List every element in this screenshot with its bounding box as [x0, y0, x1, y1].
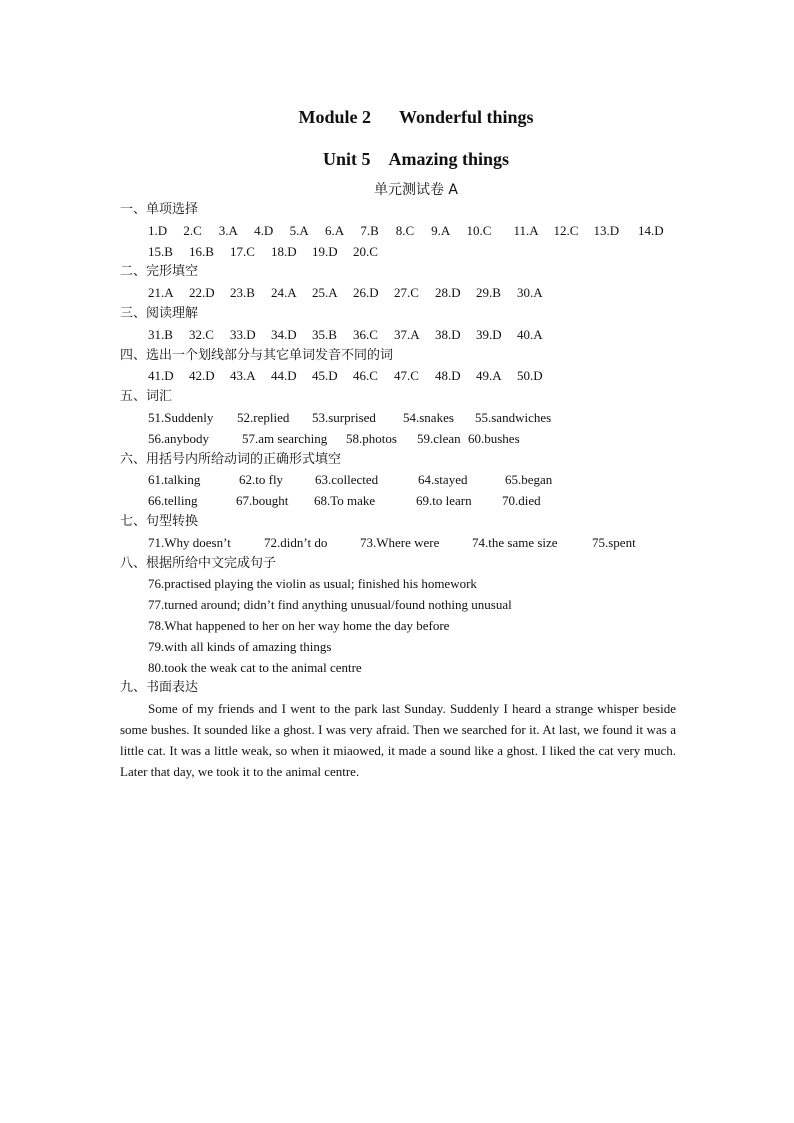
answer-item: 7.B — [360, 222, 379, 238]
answer-item: 63.collected — [315, 472, 379, 488]
section-heading-sentence-transform: 七、句型转换 — [120, 513, 199, 529]
answer-item: 19.D — [312, 243, 338, 259]
answer-item: 73.Where were — [360, 534, 440, 550]
answer-item: 56.anybody — [148, 430, 210, 446]
answer-item: 12.C — [553, 222, 579, 238]
answer-item: 57.am searching — [242, 430, 328, 446]
answer-item: 69.to learn — [416, 493, 472, 509]
answer-item: 38.D — [435, 326, 461, 342]
section-heading-writing: 九、书面表达 — [120, 680, 199, 696]
answer-item: 67.bought — [236, 493, 289, 509]
answer-item: 1.D — [148, 222, 168, 238]
answer-item: 71.Why doesn’t — [148, 534, 231, 550]
answer-item: 52.replied — [237, 409, 290, 425]
answer-item: 26.D — [353, 285, 379, 301]
section-heading-reading: 三、阅读理解 — [120, 305, 199, 321]
answer-item: 65.began — [505, 472, 553, 488]
answer-item: 51.Suddenly — [148, 409, 214, 425]
answer-item: 29.B — [476, 285, 501, 301]
unit-title — [0, 148, 794, 170]
answer-item: 53.surprised — [312, 409, 376, 425]
answer-item: 16.B — [189, 243, 214, 259]
answer-item: 40.A — [517, 326, 543, 342]
answer-row — [120, 429, 676, 450]
answer-item: 31.B — [148, 326, 173, 342]
answer-row — [120, 491, 676, 512]
section-heading-complete-sentences: 八、根据所给中文完成句子 — [120, 555, 277, 571]
answer-item: 54.snakes — [403, 409, 454, 425]
answer-content — [120, 200, 676, 782]
answer-item: 35.B — [312, 326, 337, 342]
answer-row — [120, 221, 676, 242]
answer-row — [120, 408, 676, 429]
answer-item: 25.A — [312, 285, 338, 301]
unit-label: Unit 5 — [322, 149, 371, 169]
answer-item: 17.C — [230, 243, 255, 259]
answer-item: 30.A — [517, 285, 543, 301]
answer-item: 9.A — [431, 222, 451, 238]
answer-item: 2.C — [183, 222, 202, 238]
answer-item: 55.sandwiches — [475, 409, 552, 425]
answer-item: 75.spent — [592, 534, 636, 550]
answer-line: 80.took the weak cat to the animal centre — [148, 659, 362, 675]
answer-item: 23.B — [230, 285, 255, 301]
answer-item: 70.died — [502, 493, 541, 509]
section-heading-cloze: 二、完形填空 — [120, 264, 199, 280]
section-heading-pronunciation: 四、选出一个划线部分与其它单词发音不同的词 — [120, 347, 394, 363]
answer-item: 46.C — [353, 368, 378, 384]
answer-item: 21.A — [148, 285, 174, 301]
answer-item: 74.the same size — [472, 534, 558, 550]
answer-item: 11.A — [513, 222, 539, 238]
answer-row — [120, 242, 676, 263]
answer-row — [120, 366, 676, 387]
module-title — [0, 106, 794, 128]
section-heading-vocabulary: 五、词汇 — [120, 389, 173, 405]
answer-item: 13.D — [593, 222, 620, 238]
test-subtitle: 单元测试卷 A — [373, 182, 459, 198]
answer-item: 49.A — [476, 368, 502, 384]
answer-item: 39.D — [476, 326, 502, 342]
answer-item: 36.C — [353, 326, 378, 342]
answer-item: 43.A — [230, 368, 256, 384]
answer-item: 5.A — [289, 222, 309, 238]
answer-item: 62.to fly — [239, 472, 284, 488]
answer-item: 14.D — [638, 222, 664, 238]
answer-item: 4.D — [254, 222, 274, 238]
answer-item: 27.C — [394, 285, 419, 301]
answer-item: 15.B — [148, 243, 173, 259]
module-label: Module 2 — [298, 107, 371, 127]
answer-item: 58.photos — [346, 430, 397, 446]
answer-item: 68.To make — [314, 493, 376, 509]
answer-line: 79.with all kinds of amazing things — [148, 638, 332, 654]
answer-row — [120, 533, 676, 554]
answer-item: 59.clean — [417, 430, 461, 446]
answer-item: 3.A — [218, 222, 238, 238]
answer-item: 20.C — [353, 243, 378, 259]
answer-line: 78.What happened to her on her way home the day before — [148, 617, 450, 633]
answer-item: 32.C — [189, 326, 214, 342]
answer-item: 22.D — [189, 285, 215, 301]
answer-row — [120, 283, 676, 304]
answer-row — [120, 470, 676, 491]
answer-item: 61.talking — [148, 472, 201, 488]
answer-item: 48.D — [435, 368, 461, 384]
answer-item: 66.telling — [148, 493, 198, 509]
answer-item: 34.D — [271, 326, 297, 342]
answer-line: 76.practised playing the violin as usual; finished his homework — [148, 576, 477, 592]
answer-item: 6.A — [324, 222, 345, 238]
answer-item: 8.C — [395, 222, 415, 238]
answer-item: 33.D — [230, 326, 256, 342]
answer-item: 10.C — [466, 222, 492, 238]
answer-item: 24.A — [271, 285, 297, 301]
answer-item: 64.stayed — [418, 472, 468, 488]
answer-item: 37.A — [394, 326, 420, 342]
answer-item: 41.D — [148, 368, 174, 384]
answer-line: 77.turned around; didn’t find anything unusual/found nothing unusual — [148, 597, 512, 613]
answer-item: 18.D — [271, 243, 297, 259]
answer-item: 50.D — [517, 368, 543, 384]
module-name: Wonderful things — [398, 107, 534, 127]
writing-answer-paragraph: Some of my friends and I went to the park last Sunday. Suddenly I heard a strange whisper beside some bushes. It sounded like a ghost. I was very afraid. Then we searched for it. At last, we found it was a little cat. It was a little weak, so when it miaowed, it made a sound like a ghost. I liked the cat very much. Later that day, we took it to the animal centre. — [120, 701, 676, 779]
answer-row — [120, 325, 676, 346]
answer-item: 42.D — [189, 368, 215, 384]
answer-item: 72.didn’t do — [264, 534, 328, 550]
answer-item: 45.D — [312, 368, 338, 384]
section-heading-verb-forms: 六、用括号内所给动词的正确形式填空 — [120, 451, 342, 467]
unit-name: Amazing things — [388, 149, 510, 169]
answer-item: 60.bushes — [468, 430, 520, 446]
section-heading-single-choice: 一、单项选择 — [120, 202, 199, 217]
answer-item: 28.D — [435, 285, 461, 301]
answer-item: 44.D — [271, 368, 297, 384]
answer-item: 47.C — [394, 368, 419, 384]
